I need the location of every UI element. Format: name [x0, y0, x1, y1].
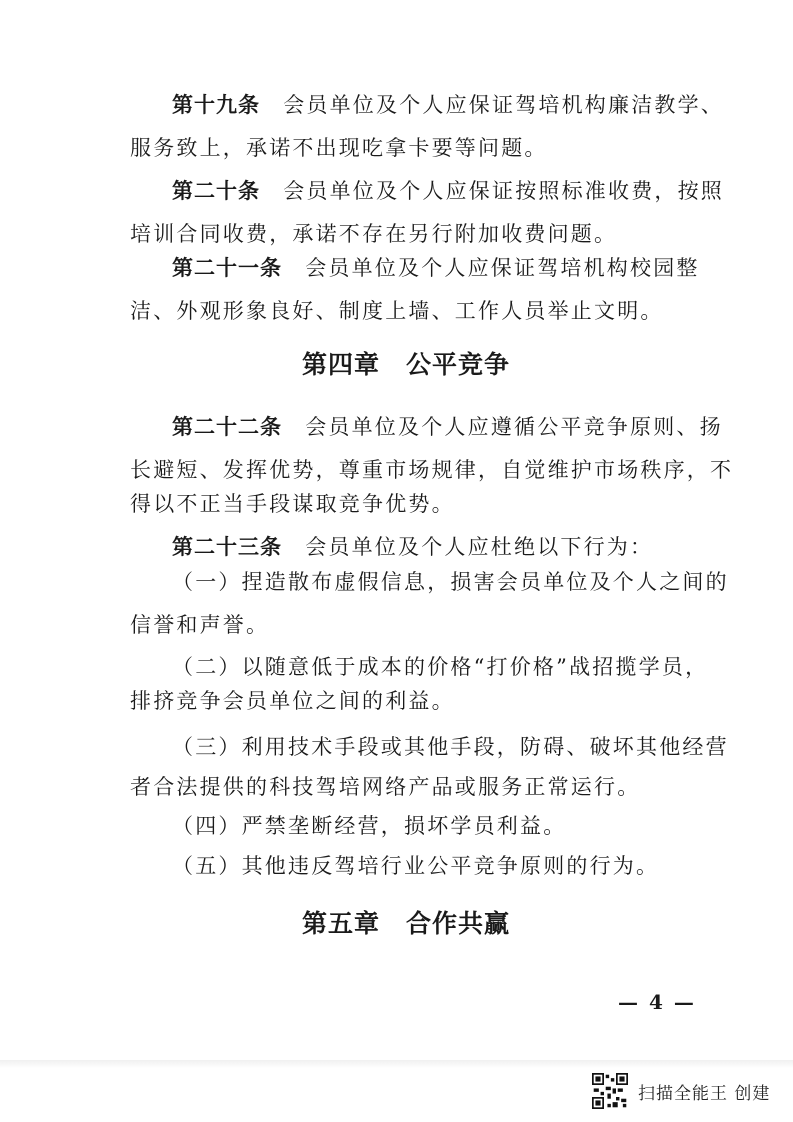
item-3-line-1: （三）利用技术手段或其他手段，防碍、破坏其他经营 — [172, 735, 729, 759]
article-22-line-2: 长避短、发挥优势，尊重市场规律，自觉维护市场秩序，不 — [130, 458, 734, 482]
article-number: 第二十一条 — [172, 256, 282, 280]
line-text: 会员单位及个人应杜绝以下行为： — [282, 535, 654, 559]
line-text: 会员单位及个人应保证驾培机构校园整 — [282, 256, 700, 280]
item-3-line-2: 者合法提供的科技驾培网络产品或服务正常运行。 — [130, 775, 641, 799]
article-20-line-1 — [172, 176, 724, 206]
item-4-line: （四）严禁垄断经营，损坏学员利益。 — [172, 814, 567, 838]
line-text: 会员单位及个人应保证驾培机构廉洁教学、 — [260, 93, 724, 117]
article-number: 第二十三条 — [172, 535, 282, 559]
chapter-5-heading: 第五章 合作共赢 — [302, 909, 511, 938]
article-number: 第二十条 — [172, 179, 260, 203]
article-number: 第二十二条 — [172, 415, 282, 439]
item-2-line-1: （二）以随意低于成本的价格“打价格”战招揽学员， — [172, 655, 709, 679]
article-22-line-3: 得以不正当手段谋取竞争优势。 — [130, 492, 455, 516]
item-1-line-1: （一）捏造散布虚假信息，损害会员单位及个人之间的 — [172, 570, 729, 594]
watermark-text: 扫描全能王 创建 — [638, 1083, 771, 1104]
scanner-watermark — [592, 1072, 770, 1110]
item-1-line-2: 信誉和声誉。 — [130, 613, 270, 637]
article-21-line-1 — [172, 253, 700, 283]
qr-code-icon — [592, 1073, 628, 1109]
page-number: — 4 — — [618, 990, 696, 1014]
chapter-4-heading: 第四章 公平竞争 — [302, 350, 511, 379]
article-19-line-2: 服务致上，承诺不出现吃拿卡要等问题。 — [130, 136, 548, 160]
article-number: 第十九条 — [172, 93, 260, 117]
scan-edge-shadow — [0, 1060, 793, 1068]
article-19-line-1 — [172, 90, 724, 120]
item-2-line-2: 排挤竞争会员单位之间的利益。 — [130, 689, 455, 713]
line-text: 会员单位及个人应遵循公平竞争原则、扬 — [282, 415, 723, 439]
article-23-line-1 — [172, 532, 653, 562]
article-20-line-2: 培训合同收费，承诺不存在另行附加收费问题。 — [130, 222, 618, 246]
article-21-line-2: 洁、外观形象良好、制度上墙、工作人员举止文明。 — [130, 299, 664, 323]
article-22-line-1 — [172, 412, 723, 442]
line-text: 会员单位及个人应保证按照标准收费，按照 — [260, 179, 724, 203]
item-5-line: （五）其他违反驾培行业公平竞争原则的行为。 — [172, 854, 660, 878]
